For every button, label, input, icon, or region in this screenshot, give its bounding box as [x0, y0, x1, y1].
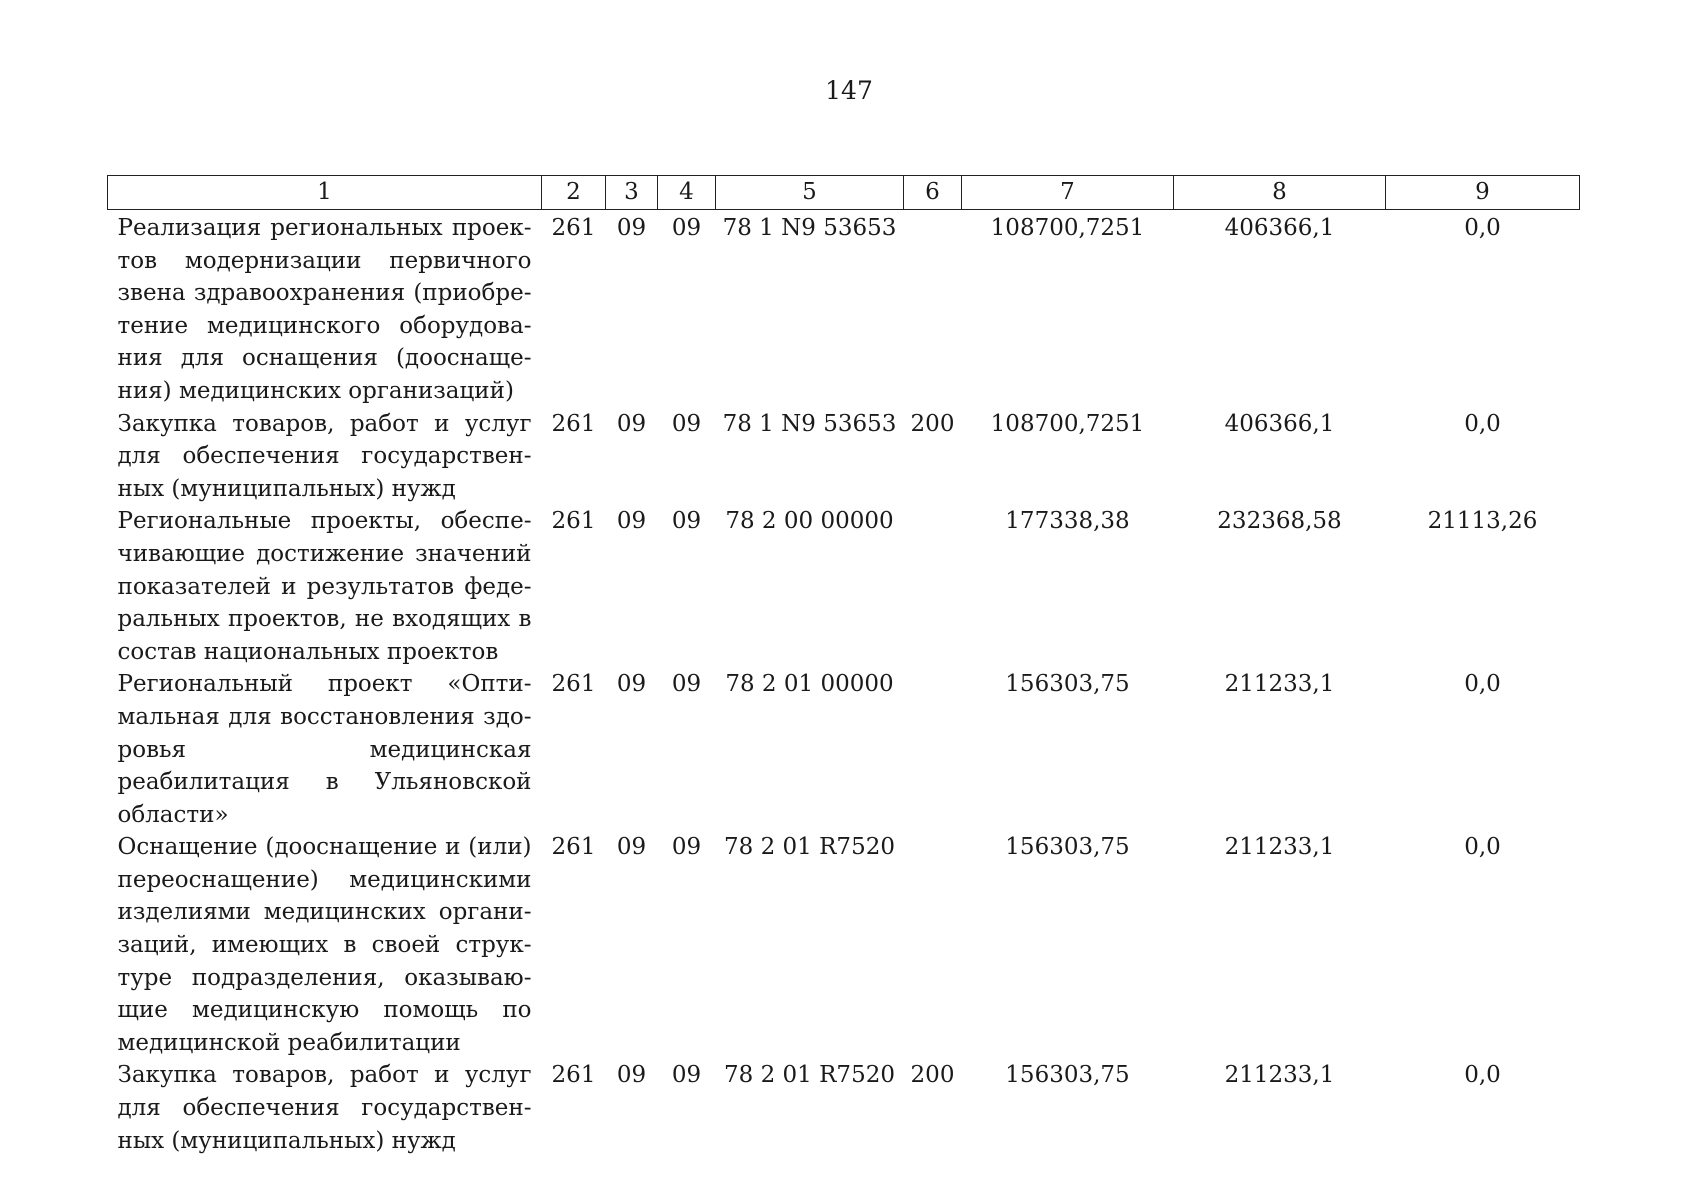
row-amount-8: 211233,1 [1224, 1062, 1335, 1089]
header-col-5: 5 [716, 176, 904, 210]
row-amount-9: 0,0 [1464, 671, 1501, 698]
row-subsection-code: 09 [671, 215, 702, 241]
row-ministry-code: 261 [551, 671, 596, 698]
row-subsection-code: 09 [671, 671, 702, 698]
row-amount-8: 211233,1 [1224, 834, 1335, 861]
table-header [108, 176, 1580, 210]
row-amount-9: 0,0 [1464, 834, 1501, 861]
row-description: Закупка товаров, работ и услуг для обеспечения государственных (муниципальных) нужд [117, 410, 532, 502]
row-amount-9: 21113,26 [1427, 508, 1538, 535]
page-number: 147 [825, 76, 873, 105]
budget-table [107, 175, 1580, 1157]
row-amount-8: 406366,1 [1224, 215, 1335, 241]
row-section-code: 09 [616, 671, 647, 698]
row-ministry-code: 261 [551, 1062, 596, 1089]
header-col-8: 8 [1174, 176, 1386, 210]
row-expense-type [904, 668, 962, 831]
header-col-7: 7 [962, 176, 1174, 210]
table-row [108, 408, 1580, 506]
row-amount-8: 406366,1 [1224, 410, 1335, 437]
row-target-article: 78 1 N9 53653 [722, 410, 897, 437]
header-col-1: 1 [108, 176, 542, 210]
row-section-code: 09 [616, 508, 647, 535]
row-expense-type: 200 [910, 410, 955, 437]
row-amount-8: 232368,58 [1217, 508, 1342, 535]
row-amount-9: 0,0 [1464, 1062, 1501, 1089]
row-ministry-code: 261 [551, 215, 596, 241]
row-description: Реализация региональных проектов модернизации первичного звена здравоохранения (приобретение медицинского оборудования для оснащения (дооснащения) медицинских организаций) [117, 215, 532, 404]
table-row [108, 1059, 1580, 1157]
row-subsection-code: 09 [671, 508, 702, 535]
header-col-9: 9 [1386, 176, 1580, 210]
table-row [108, 668, 1580, 831]
row-expense-type: 200 [910, 1062, 955, 1089]
table-row [108, 505, 1580, 668]
row-target-article: 78 2 01 R7520 [724, 1062, 895, 1089]
row-ministry-code: 261 [551, 410, 596, 437]
table-row [108, 831, 1580, 1059]
header-col-2: 2 [542, 176, 606, 210]
row-target-article: 78 1 N9 53653 [722, 215, 897, 241]
row-expense-type [904, 210, 962, 408]
row-description: Закупка товаров, работ и услуг для обеспечения государственных (муниципальных) нужд [117, 1062, 532, 1154]
row-amount-7: 156303,75 [1005, 834, 1130, 861]
row-target-article: 78 2 01 R7520 [724, 834, 895, 861]
row-expense-type [904, 831, 962, 1059]
row-ministry-code: 261 [551, 834, 596, 861]
row-section-code: 09 [616, 834, 647, 861]
row-amount-8: 211233,1 [1224, 671, 1335, 698]
row-description: Региональные проекты, обеспечивающие достижение значений показателей и результатов федеральных проектов, не входящих в состав национальных проектов [117, 508, 532, 665]
row-ministry-code: 261 [551, 508, 596, 535]
row-amount-7: 177338,38 [1005, 508, 1130, 535]
header-col-6: 6 [904, 176, 962, 210]
header-col-3: 3 [606, 176, 658, 210]
row-expense-type [904, 505, 962, 668]
header-row [108, 176, 1580, 210]
row-section-code: 09 [616, 215, 647, 241]
row-amount-9: 0,0 [1464, 410, 1501, 437]
row-subsection-code: 09 [671, 410, 702, 437]
row-target-article: 78 2 00 00000 [725, 508, 894, 535]
row-amount-7: 108700,7251 [990, 410, 1145, 437]
row-subsection-code: 09 [671, 834, 702, 861]
row-section-code: 09 [616, 410, 647, 437]
header-col-4: 4 [658, 176, 716, 210]
row-amount-7: 156303,75 [1005, 671, 1130, 698]
row-section-code: 09 [616, 1062, 647, 1089]
row-amount-9: 0,0 [1464, 215, 1501, 241]
row-description: Региональный проект «Оптимальная для восстановления здоровья медицинская реабилитация в Ульяновской области» [117, 671, 532, 828]
table-row [108, 210, 1580, 408]
row-target-article: 78 2 01 00000 [725, 671, 894, 698]
row-description: Оснащение (дооснащение и (или) переоснащение) медицинскими изделиями медицинских организаций, имеющих в своей структуре подразделения, оказывающие медицинскую помощь по медицинской реабилитации [117, 834, 532, 1056]
row-amount-7: 156303,75 [1005, 1062, 1130, 1089]
row-subsection-code: 09 [671, 1062, 702, 1089]
row-amount-7: 108700,7251 [990, 215, 1145, 241]
table-body [108, 210, 1580, 1158]
